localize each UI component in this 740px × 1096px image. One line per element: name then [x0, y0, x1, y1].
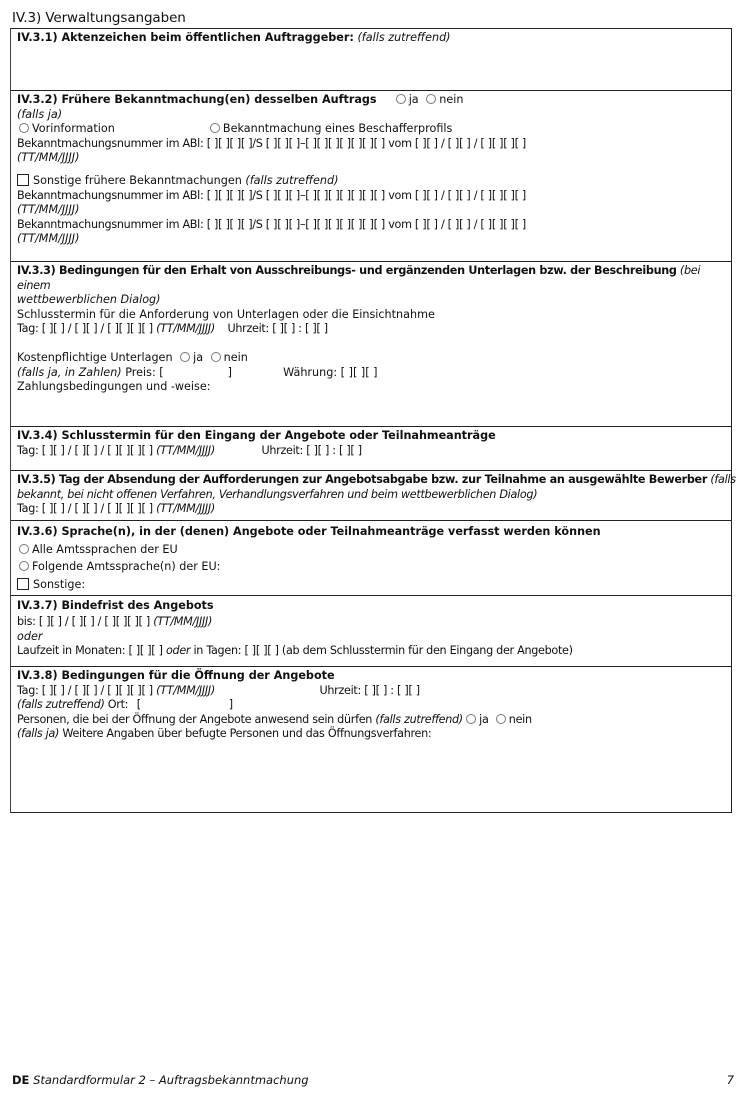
tage-label: in Tagen:: [193, 644, 242, 657]
radio-nein[interactable]: [211, 352, 221, 362]
personen-label: Personen, die bei der Öffnung der Angebote anwesend sein dürfen: [17, 712, 373, 726]
laufzeit-label: Laufzeit in Monaten:: [17, 644, 126, 657]
field-label: Bekanntmachungsnummer im ABl:: [17, 217, 204, 231]
bekanntmachungsnummer-row[interactable]: [17, 137, 725, 152]
tag-label: Tag:: [17, 443, 39, 457]
section-iv-3-3: [11, 262, 731, 427]
field-label: Bekanntmachungsnummer im ABl:: [17, 136, 204, 150]
time-label: Uhrzeit:: [261, 443, 303, 457]
sonstige-checkbox[interactable]: [17, 174, 29, 186]
laufzeit-input[interactable]: [ ][ ][ ]: [128, 644, 163, 657]
section-note: (falls zutreffend): [357, 31, 451, 44]
radio-ja[interactable]: [396, 94, 406, 104]
date-hint: (TT/MM/JJJJ): [156, 443, 215, 457]
ab-text: (ab dem Schlusstermin für den Eingang der Angebote): [281, 644, 573, 657]
radio-vorinformation[interactable]: [19, 123, 29, 133]
page-footer: [12, 1073, 734, 1087]
note: (falls zutreffend): [17, 698, 105, 712]
note: wettbewerblichen Dialog): [17, 293, 161, 307]
radio-label-nein: nein: [223, 350, 248, 364]
note: (bei einem: [17, 264, 701, 292]
footer-lang: DE: [12, 1073, 30, 1087]
bekanntmachungsnummer-row-3[interactable]: [17, 218, 725, 233]
bracket: ]: [227, 365, 233, 379]
section-heading: IV.3.3) Bedingungen für den Erhalt von Ausschreibungs- und ergänzenden Unterlagen bzw. der Beschreibung: [17, 264, 677, 277]
radio-label-ja: ja: [193, 350, 204, 364]
section-iv-3-6: [11, 521, 731, 596]
section-heading: IV.3.1) Aktenzeichen beim öffentlichen Auftraggeber:: [17, 31, 354, 44]
page-number: 7: [726, 1073, 734, 1087]
aktenzeichen-field[interactable]: [17, 46, 725, 86]
deadline-label: Schlusstermin für die Anforderung von Unterlagen oder die Einsichtnahme: [17, 307, 435, 321]
tag-label: Tag:: [17, 502, 39, 516]
falls-ja-note: (falls ja): [17, 107, 63, 121]
section-heading: IV.3.7) Bindefrist des Angebots: [17, 599, 214, 612]
date-input[interactable]: [ ][ ] / [ ][ ] / [ ][ ][ ][ ]: [41, 443, 153, 457]
bekanntmachungsnummer-input[interactable]: [ ][ ][ ][ ]/S [ ][ ][ ]–[ ][ ][ ][ ][ ][ ][ ] vom [ ][ ] / [ ][ ] / [ ][ ][ ][ ]: [206, 217, 526, 231]
bracket: ]: [228, 698, 233, 712]
radio-label-beschafferprofil: Bekanntmachung eines Beschafferprofils: [222, 122, 453, 136]
kosten-label: Kostenpflichtige Unterlagen: [17, 350, 173, 364]
date-hint: (TT/MM/JJJJ): [153, 615, 213, 628]
radio-nein[interactable]: [426, 94, 436, 104]
section-iv-3-7: [11, 596, 731, 667]
radio-label: Alle Amtssprachen der EU: [32, 542, 178, 556]
section-heading: IV.3.5) Tag der Absendung der Aufforderungen zur Angebotsabgabe bzw. zur Teilnahme an ausgewählte Bewerber: [17, 473, 708, 486]
radio-label-nein: nein: [439, 93, 464, 106]
bracket: [: [136, 698, 141, 712]
oder-label: oder: [17, 630, 43, 643]
section-heading: IV.3.8) Bedingungen für die Öffnung der Angebote: [17, 669, 335, 682]
date-hint: (TT/MM/JJJJ): [17, 203, 80, 217]
oder-label: oder: [165, 644, 191, 657]
radio-alle-amtssprachen[interactable]: [19, 544, 29, 554]
waehrung-input[interactable]: [ ][ ][ ]: [340, 365, 378, 379]
tag-label: Tag:: [17, 322, 39, 336]
date-hint: (TT/MM/JJJJ): [17, 151, 80, 165]
section-heading: IV.3.4) Schlusstermin für den Eingang der Angebote oder Teilnahmeanträge: [17, 429, 496, 442]
radio-ja[interactable]: [466, 714, 476, 724]
date-input[interactable]: [ ][ ] / [ ][ ] / [ ][ ][ ][ ]: [41, 683, 153, 697]
radio-beschafferprofil[interactable]: [210, 123, 220, 133]
radio-folgende-amtssprachen[interactable]: [19, 561, 29, 571]
tag-label: Tag:: [17, 683, 39, 697]
section-heading: IV.3.6) Sprache(n), in der (denen) Angebote oder Teilnahmeanträge verfasst werden können: [17, 525, 601, 538]
zahlung-label: Zahlungsbedingungen und -weise:: [17, 380, 211, 394]
note: bekannt, bei nicht offenen Verfahren, Verhandlungsverfahren und beim wettbewerblichen Dialog): [17, 487, 538, 501]
checkbox-label: Sonstige frühere Bekanntmachungen: [33, 173, 242, 187]
radio-label-ja: ja: [408, 93, 419, 106]
sonstige-checkbox[interactable]: [17, 578, 29, 590]
page-title: IV.3) Verwaltungsangaben: [12, 10, 186, 26]
note: (falls: [710, 473, 736, 486]
bis-label: bis:: [17, 615, 36, 628]
time-input[interactable]: [ ][ ] : [ ][ ]: [272, 322, 328, 336]
radio-ja[interactable]: [180, 352, 190, 362]
date-input[interactable]: [ ][ ] / [ ][ ] / [ ][ ][ ][ ]: [41, 322, 153, 336]
section-heading: IV.3.2) Frühere Bekanntmachung(en) desselben Auftrags: [17, 93, 377, 106]
ort-label: Ort:: [107, 698, 129, 712]
form-container: [10, 28, 736, 813]
time-input[interactable]: [ ][ ] : [ ][ ]: [306, 443, 362, 457]
waehrung-label: Währung:: [283, 365, 338, 379]
radio-nein[interactable]: [496, 714, 506, 724]
bekanntmachungsnummer-input[interactable]: [ ][ ][ ][ ]/S [ ][ ][ ]–[ ][ ][ ][ ][ ][ ][ ] vom [ ][ ] / [ ][ ] / [ ][ ][ ][ ]: [206, 136, 526, 150]
preis-label: Preis: [: [125, 365, 164, 379]
weitere-angaben-field[interactable]: [17, 742, 725, 808]
section-iv-3-5: [11, 471, 736, 521]
field-label: Bekanntmachungsnummer im ABl:: [17, 188, 204, 202]
note: (falls ja, in Zahlen): [17, 365, 122, 379]
section-iv-3-2: [11, 91, 731, 262]
note: (falls zutreffend): [375, 712, 463, 726]
date-hint: (TT/MM/JJJJ): [156, 683, 215, 697]
footer-form-name: Standardformular 2 – Auftragsbekanntmachung: [33, 1073, 309, 1087]
note: (falls ja): [17, 727, 60, 741]
radio-label-ja: ja: [479, 712, 489, 726]
date-hint: (TT/MM/JJJJ): [17, 232, 80, 246]
radio-label-vorinformation: Vorinformation: [32, 122, 115, 136]
section-iv-3-4: [11, 427, 731, 471]
section-iv-3-8: [11, 667, 731, 813]
radio-label: Folgende Amtssprache(n) der EU:: [32, 560, 221, 573]
tage-input[interactable]: [ ][ ][ ]: [244, 644, 279, 657]
date-input[interactable]: [ ][ ] / [ ][ ] / [ ][ ][ ][ ]: [41, 502, 153, 516]
note: (falls zutreffend): [245, 173, 339, 187]
bekanntmachungsnummer-input[interactable]: [ ][ ][ ][ ]/S [ ][ ][ ]–[ ][ ][ ][ ][ ][ ][ ] vom [ ][ ] / [ ][ ] / [ ][ ][ ][ ]: [206, 188, 526, 202]
bekanntmachungsnummer-row-2[interactable]: [17, 189, 725, 204]
radio-label-nein: nein: [508, 712, 532, 726]
time-input[interactable]: [ ][ ] : [ ][ ]: [364, 683, 420, 697]
date-hint: (TT/MM/JJJJ): [156, 322, 215, 336]
checkbox-label: Sonstige:: [33, 577, 86, 591]
time-label: Uhrzeit:: [319, 683, 361, 697]
date-input[interactable]: [ ][ ] / [ ][ ] / [ ][ ][ ][ ]: [38, 615, 150, 628]
weitere-label: Weitere Angaben über befugte Personen und das Öffnungsverfahren:: [62, 727, 432, 741]
date-hint: (TT/MM/JJJJ): [156, 502, 215, 516]
time-label: Uhrzeit:: [227, 322, 269, 336]
section-iv-3-1: [11, 29, 731, 91]
